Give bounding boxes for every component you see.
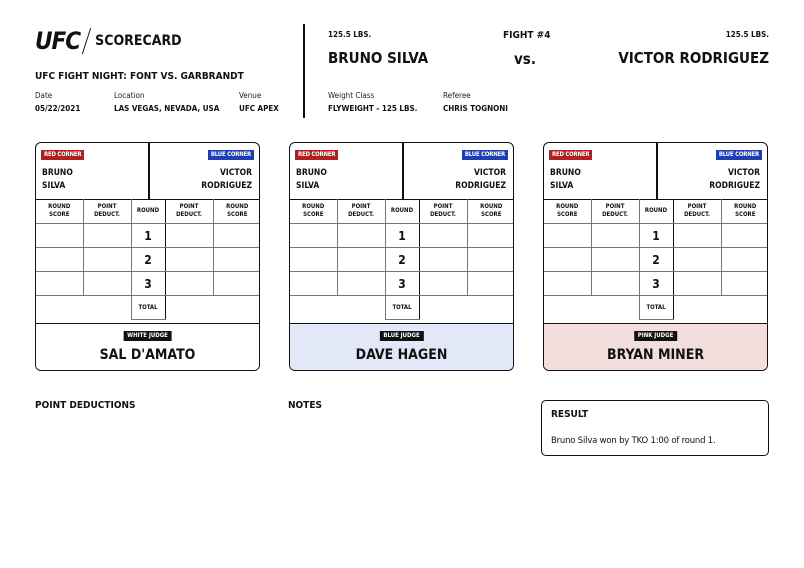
red-last-name: SILVA [550,181,574,191]
venue-label: Venue [239,91,262,100]
judge-name: SAL D'AMATO [99,347,196,363]
red-corner-badge: RED CORNER [41,150,84,160]
judge-scorecard-3 [543,142,768,371]
red-corner-fighter [296,167,327,193]
blue-weight: 125.5 LBS. [725,30,769,39]
notes-heading: NOTES [288,400,322,411]
blue-point-deduct-header: POINT DEDUCT. [165,199,213,224]
score-grid [544,199,768,320]
blue-deduct-cell[interactable] [419,224,467,248]
score-grid [36,199,260,320]
red-first-name: BRUNO [550,168,581,178]
weight-class-label: Weight Class [328,91,375,100]
blue-corner-fighter [201,167,252,193]
round-number: 1 [385,224,419,248]
red-deduct-cell[interactable] [591,248,639,272]
round-header: ROUND [385,199,419,224]
judge-tag: BLUE JUDGE [379,331,423,341]
red-weight: 125.5 LBS. [328,30,372,39]
logo-divider [82,28,91,54]
red-score-cell[interactable] [290,224,337,248]
red-deduct-cell[interactable] [591,224,639,248]
red-point-deduct-header: POINT DEDUCT. [337,199,385,224]
red-round-score-header: ROUND SCORE [544,199,591,224]
red-corner-fighter [550,167,581,193]
round-number: 3 [639,272,673,296]
red-score-cell[interactable] [290,248,337,272]
total-label: TOTAL [131,296,165,320]
corner-header [36,143,259,200]
judge-name: DAVE HAGEN [355,347,448,363]
red-deduct-cell[interactable] [337,224,385,248]
round-number: 1 [131,224,165,248]
location-value: LAS VEGAS, NEVADA, USA [114,104,220,113]
blue-deduct-cell[interactable] [165,248,213,272]
red-round-score-header: ROUND SCORE [36,199,83,224]
blue-round-score-header: ROUND SCORE [721,199,768,224]
corner-header [290,143,513,200]
blue-deduct-cell[interactable] [673,248,721,272]
judge-tag: WHITE JUDGE [123,331,172,341]
red-round-score-header: ROUND SCORE [290,199,337,224]
scorecard-label: SCORECARD [95,33,182,49]
header-divider [303,24,305,118]
ufc-scorecard-logo [35,24,182,58]
round-header: ROUND [131,199,165,224]
red-deduct-cell[interactable] [591,272,639,296]
referee-value: CHRIS TOGNONI [443,104,508,113]
red-point-deduct-header: POINT DEDUCT. [83,199,131,224]
round-number: 2 [639,248,673,272]
red-deduct-cell[interactable] [337,248,385,272]
red-score-cell[interactable] [36,224,83,248]
blue-score-cell[interactable] [721,248,768,272]
red-fighter-name: BRUNO SILVA [328,49,429,67]
blue-total-cell[interactable] [165,296,260,320]
score-grid [290,199,514,320]
result-box [541,400,769,456]
referee-label: Referee [443,91,471,100]
blue-score-cell[interactable] [467,248,514,272]
blue-score-cell[interactable] [721,272,768,296]
blue-point-deduct-header: POINT DEDUCT. [673,199,721,224]
red-point-deduct-header: POINT DEDUCT. [591,199,639,224]
red-corner-badge: RED CORNER [549,150,592,160]
result-text: Bruno Silva won by TKO 1:00 of round 1. [551,436,716,446]
blue-total-cell[interactable] [419,296,514,320]
event-title: UFC FIGHT NIGHT: FONT VS. GARBRANDT [35,71,244,82]
blue-round-score-header: ROUND SCORE [467,199,514,224]
judge-area [36,323,259,371]
blue-corner-fighter [709,167,760,193]
blue-score-cell[interactable] [721,224,768,248]
blue-score-cell[interactable] [467,224,514,248]
weight-class-value: FLYWEIGHT - 125 LBS. [328,104,418,113]
blue-deduct-cell[interactable] [165,224,213,248]
venue-value: UFC APEX [239,104,279,113]
judge-tag: PINK JUDGE [634,331,678,341]
blue-score-cell[interactable] [467,272,514,296]
blue-corner-badge: BLUE CORNER [716,150,762,160]
red-score-cell[interactable] [544,248,591,272]
blue-first-name: VICTOR [220,168,252,178]
total-label: TOTAL [639,296,673,320]
location-label: Location [114,91,145,100]
vs-label: vs. [514,50,536,68]
blue-deduct-cell[interactable] [673,272,721,296]
blue-first-name: VICTOR [728,168,760,178]
red-score-cell[interactable] [290,272,337,296]
red-total-cell[interactable] [36,296,131,320]
ufc-logo: UFC [35,27,81,55]
red-total-cell[interactable] [290,296,385,320]
red-total-cell[interactable] [544,296,639,320]
round-number: 2 [385,248,419,272]
corner-divider [656,143,658,199]
blue-score-cell[interactable] [213,248,260,272]
blue-total-cell[interactable] [673,296,768,320]
blue-fighter-name: VICTOR RODRIGUEZ [618,49,769,67]
corner-divider [402,143,404,199]
red-corner-fighter [42,167,73,193]
blue-last-name: RODRIGUEZ [709,181,760,191]
red-first-name: BRUNO [296,168,327,178]
round-number: 2 [131,248,165,272]
red-score-cell[interactable] [36,248,83,272]
corner-divider [148,143,150,199]
date-label: Date [35,91,53,100]
blue-score-cell[interactable] [213,272,260,296]
blue-deduct-cell[interactable] [673,224,721,248]
red-last-name: SILVA [296,181,320,191]
blue-corner-badge: BLUE CORNER [208,150,254,160]
red-corner-badge: RED CORNER [295,150,338,160]
blue-point-deduct-header: POINT DEDUCT. [419,199,467,224]
result-heading: RESULT [551,409,589,420]
blue-corner-badge: BLUE CORNER [462,150,508,160]
red-first-name: BRUNO [42,168,73,178]
red-deduct-cell[interactable] [83,224,131,248]
judge-name: BRYAN MINER [606,347,705,363]
point-deductions-heading: POINT DEDUCTIONS [35,400,136,411]
red-deduct-cell[interactable] [337,272,385,296]
blue-deduct-cell[interactable] [165,272,213,296]
blue-score-cell[interactable] [213,224,260,248]
fight-number: FIGHT #4 [503,30,551,41]
red-score-cell[interactable] [544,272,591,296]
blue-deduct-cell[interactable] [419,248,467,272]
red-score-cell[interactable] [544,224,591,248]
blue-deduct-cell[interactable] [419,272,467,296]
judge-scorecard-2 [289,142,514,371]
blue-first-name: VICTOR [474,168,506,178]
blue-round-score-header: ROUND SCORE [213,199,260,224]
blue-last-name: RODRIGUEZ [201,181,252,191]
red-last-name: SILVA [42,181,66,191]
red-score-cell[interactable] [36,272,83,296]
round-number: 3 [131,272,165,296]
red-deduct-cell[interactable] [83,248,131,272]
blue-last-name: RODRIGUEZ [455,181,506,191]
round-number: 3 [385,272,419,296]
judge-area [290,323,513,371]
judge-area [544,323,767,371]
total-label: TOTAL [385,296,419,320]
blue-corner-fighter [455,167,506,193]
round-number: 1 [639,224,673,248]
red-deduct-cell[interactable] [83,272,131,296]
round-header: ROUND [639,199,673,224]
date-value: 05/22/2021 [35,104,81,113]
corner-header [544,143,767,200]
judge-scorecard-1 [35,142,260,371]
